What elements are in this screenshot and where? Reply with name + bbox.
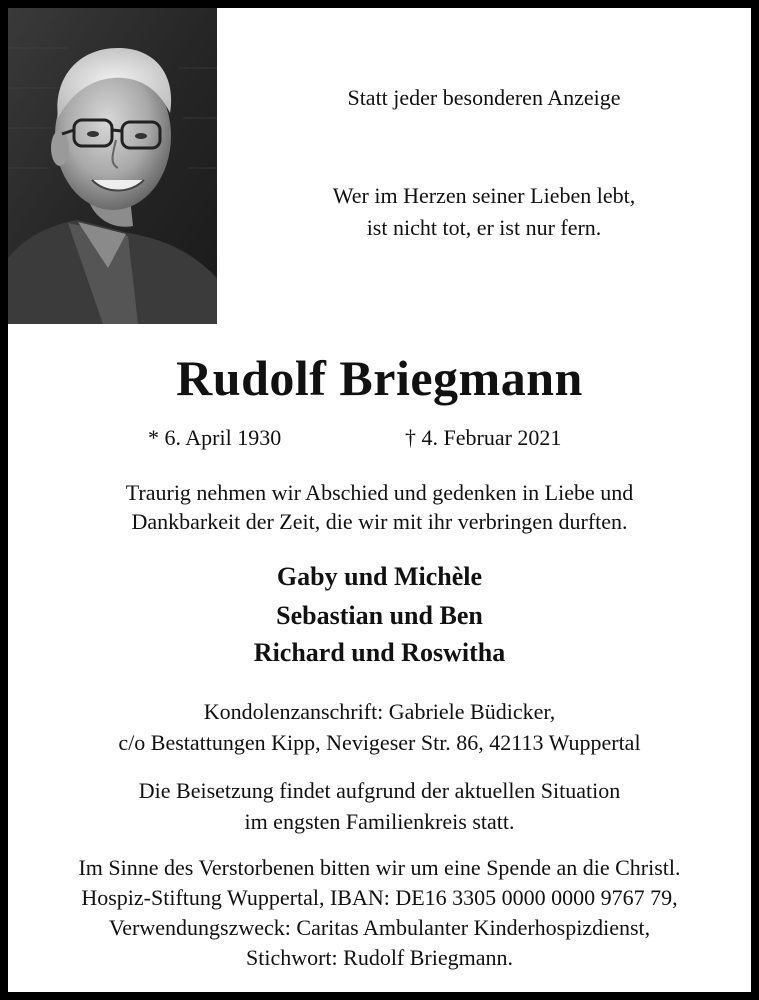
burial-line-2: im engsten Familienkreis statt. [244, 809, 515, 834]
donation-line-4: Stichwort: Rudolf Briegmann. [245, 945, 514, 970]
birth-date: * 6. April 1930 [148, 425, 282, 450]
donation-line-1: Im Sinne des Verstorbenen bitten wir um eine Spende an die Christl. [78, 855, 681, 880]
burial-line-1: Die Beisetzung findet aufgrund der aktuellen Situation [138, 778, 621, 803]
quote-line-1: Wer im Herzen seiner Lieben lebt, [332, 183, 636, 208]
portrait-photo-icon [8, 8, 217, 324]
family-line-2: Sebastian und Ben [276, 601, 483, 630]
family-line-3: Richard und Roswitha [253, 638, 506, 667]
donation-line-3: Verwendungszweck: Caritas Ambulanter Kinderhospizdienst, [108, 915, 651, 940]
family-line-1: Gaby und Michèle [276, 562, 483, 591]
message-line-2: Dankbarkeit der Zeit, die wir mit ihr verbringen durften. [131, 509, 628, 534]
condolence-line-2: c/o Bestattungen Kipp, Nevigeser Str. 86, 42113 Wuppertal [118, 730, 641, 755]
intro-text: Statt jeder besonderen Anzeige [347, 85, 621, 110]
death-date: † 4. Februar 2021 [405, 425, 562, 450]
message-line-1: Traurig nehmen wir Abschied und gedenken in Liebe und [125, 480, 634, 505]
donation-line-2: Hospiz-Stiftung Wuppertal, IBAN: DE16 3305 0000 0000 9767 79, [81, 885, 678, 910]
condolence-line-1: Kondolenzanschrift: Gabriele Büdicker, [203, 699, 556, 724]
deceased-name: Rudolf Briegmann [176, 350, 583, 406]
portrait-photo [8, 8, 217, 324]
quote-line-2: ist nicht tot, er ist nur fern. [366, 215, 602, 240]
